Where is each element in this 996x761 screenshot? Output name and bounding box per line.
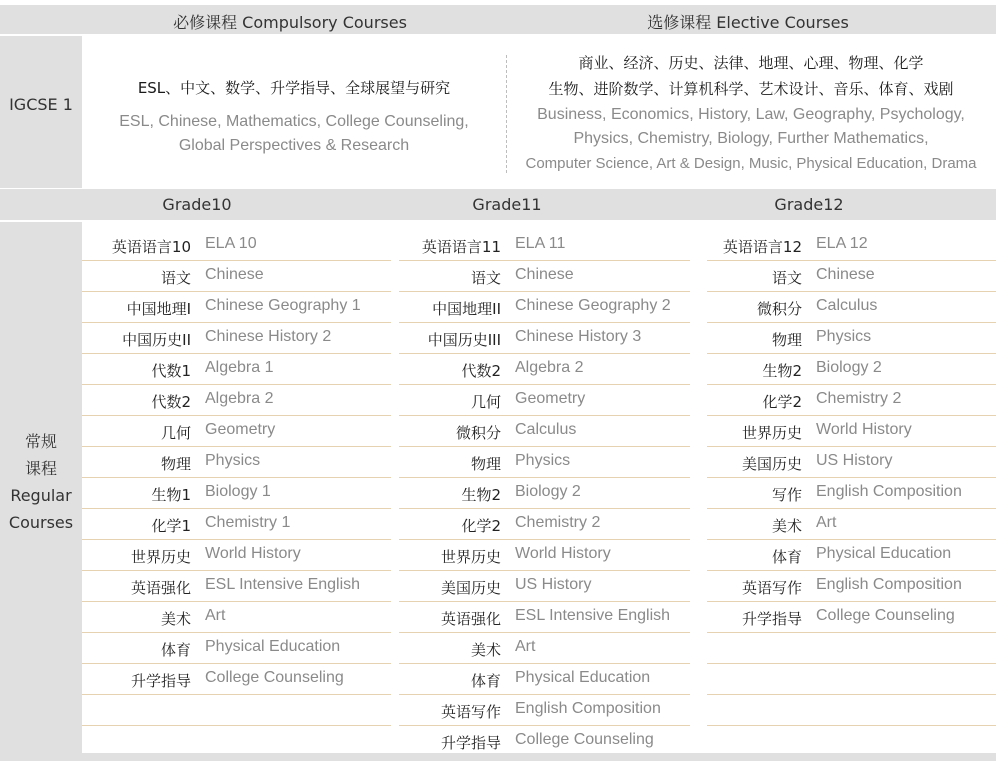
course-name-zh: 物理 xyxy=(160,455,191,473)
course-name-en: Physics xyxy=(205,452,261,469)
course-name-en: ELA 12 xyxy=(816,235,868,252)
course-name-zh: 体育 xyxy=(160,641,191,659)
regular-label-zh-1: 常规 xyxy=(24,432,57,451)
course-name-zh: 世界历史 xyxy=(741,424,802,442)
grade10-heading: Grade10 xyxy=(162,195,232,214)
course-name-en: English Composition xyxy=(816,483,962,500)
course-name-zh: 美国历史 xyxy=(741,455,802,473)
course-row xyxy=(82,478,391,509)
course-name-en: Chinese Geography 2 xyxy=(515,297,671,314)
course-row xyxy=(82,509,391,540)
course-name-en: Chinese History 2 xyxy=(205,328,332,345)
course-name-zh: 英语强化 xyxy=(440,610,501,628)
course-row xyxy=(399,540,690,571)
course-name-zh: 中国地理I xyxy=(126,300,191,318)
course-name-en: Algebra 2 xyxy=(205,390,274,407)
course-name-en: Biology 2 xyxy=(816,359,882,376)
course-name-zh: 升学指导 xyxy=(741,610,802,628)
course-name-en: Chinese xyxy=(816,266,875,283)
course-name-zh: 几何 xyxy=(470,393,501,411)
course-name-en: Chinese History 3 xyxy=(515,328,642,345)
course-name-zh: 生物2 xyxy=(461,486,501,504)
course-row xyxy=(399,478,690,509)
course-row xyxy=(399,354,690,385)
course-name-zh: 代数2 xyxy=(461,362,501,380)
course-name-en: Physical Education xyxy=(515,669,651,686)
igcse-compulsory-en-line2: Global Perspectives & Research xyxy=(178,137,410,154)
course-name-en: US History xyxy=(816,452,893,469)
course-row xyxy=(707,354,996,385)
course-name-zh: 化学2 xyxy=(762,393,802,411)
course-name-en: Calculus xyxy=(515,421,577,438)
course-name-en: Chemistry 2 xyxy=(816,390,902,407)
igcse-elective-en-line1: Business, Economics, History, Law, Geography, Psychology, xyxy=(537,106,965,123)
course-name-zh: 美国历史 xyxy=(440,579,501,597)
course-row xyxy=(82,602,391,633)
course-name-en: Algebra 2 xyxy=(515,359,584,376)
course-name-zh: 英语强化 xyxy=(130,579,191,597)
regular-label xyxy=(0,428,82,536)
igcse-compulsory-en-line1: ESL, Chinese, Mathematics, College Counseling, xyxy=(119,113,469,130)
course-name-zh: 英语语言11 xyxy=(421,238,501,256)
course-row xyxy=(707,447,996,478)
course-row xyxy=(82,354,391,385)
course-row xyxy=(707,540,996,571)
course-row xyxy=(707,323,996,354)
course-name-zh: 体育 xyxy=(470,672,501,690)
course-name-en: US History xyxy=(515,576,592,593)
course-row xyxy=(82,323,391,354)
course-name-en: Geometry xyxy=(205,421,276,438)
course-name-en: ELA 11 xyxy=(515,235,566,252)
course-row xyxy=(399,323,690,354)
course-name-en: Physical Education xyxy=(816,545,952,562)
course-name-zh: 语文 xyxy=(470,269,501,287)
course-name-en: World History xyxy=(816,421,912,438)
regular-label-zh-2: 课程 xyxy=(24,459,57,478)
course-name-zh: 英语语言10 xyxy=(111,238,191,256)
course-row xyxy=(399,602,690,633)
course-name-zh: 中国地理II xyxy=(432,300,501,318)
course-row xyxy=(399,571,690,602)
course-name-en: Calculus xyxy=(816,297,878,314)
course-name-zh: 微积分 xyxy=(756,300,802,318)
course-name-en: English Composition xyxy=(816,576,962,593)
course-name-zh: 化学2 xyxy=(461,517,501,535)
course-row xyxy=(707,385,996,416)
course-row xyxy=(707,633,996,664)
course-row xyxy=(399,261,690,292)
course-row xyxy=(399,695,690,726)
course-row xyxy=(707,478,996,509)
grade12-heading: Grade12 xyxy=(774,195,844,214)
course-name-zh: 语文 xyxy=(771,269,802,287)
course-row xyxy=(707,571,996,602)
course-row xyxy=(399,230,690,261)
course-name-zh: 美术 xyxy=(470,641,501,659)
course-name-en: ESL Intensive English xyxy=(515,607,671,624)
course-row xyxy=(707,416,996,447)
course-row xyxy=(82,695,391,726)
course-name-zh: 英语写作 xyxy=(741,579,802,597)
course-row xyxy=(399,509,690,540)
bottom-band xyxy=(0,753,996,761)
course-name-en: Geometry xyxy=(515,390,586,407)
igcse-elective-zh-line2: 生物、进阶数学、计算机科学、艺术设计、音乐、体育、戏剧 xyxy=(548,80,954,98)
course-name-en: College Counseling xyxy=(515,731,654,748)
course-row xyxy=(707,509,996,540)
course-name-en: ESL Intensive English xyxy=(205,576,361,593)
course-row xyxy=(399,633,690,664)
course-name-en: Art xyxy=(205,607,226,624)
course-name-zh: 美术 xyxy=(771,517,802,535)
course-row xyxy=(82,540,391,571)
course-name-zh: 物理 xyxy=(771,331,802,349)
igcse-divider xyxy=(506,55,507,173)
course-name-en: Physics xyxy=(816,328,872,345)
course-name-zh: 微积分 xyxy=(455,424,501,442)
course-name-en: English Composition xyxy=(515,700,661,717)
course-row xyxy=(82,633,391,664)
grade11-course-list xyxy=(399,230,690,757)
course-name-zh: 升学指导 xyxy=(130,672,191,690)
igcse-elective-en-line3: Computer Science, Art & Design, Music, Physical Education, Drama xyxy=(525,155,977,172)
course-row xyxy=(82,664,391,695)
course-name-en: Algebra 1 xyxy=(205,359,274,376)
course-name-zh: 世界历史 xyxy=(440,548,501,566)
course-row xyxy=(82,385,391,416)
course-name-en: ELA 10 xyxy=(205,235,257,252)
regular-label-en-2: Courses xyxy=(8,513,74,532)
course-row xyxy=(707,602,996,633)
course-name-zh: 英语语言12 xyxy=(722,238,802,256)
course-row xyxy=(707,292,996,323)
course-name-zh: 体育 xyxy=(771,548,802,566)
course-name-en: Art xyxy=(816,514,837,531)
course-name-en: Biology 1 xyxy=(205,483,271,500)
course-row xyxy=(82,292,391,323)
course-row xyxy=(399,664,690,695)
igcse-elective-en-line2: Physics, Chemistry, Biology, Further Mathematics, xyxy=(573,130,929,147)
course-name-zh: 几何 xyxy=(160,424,191,442)
grade12-course-list xyxy=(707,230,996,757)
course-name-en: Physical Education xyxy=(205,638,341,655)
course-row xyxy=(82,447,391,478)
regular-label-en-1: Regular xyxy=(10,486,72,505)
course-name-zh: 升学指导 xyxy=(440,734,501,752)
course-name-zh: 语文 xyxy=(160,269,191,287)
course-name-en: Art xyxy=(515,638,536,655)
course-name-zh: 物理 xyxy=(470,455,501,473)
course-row xyxy=(399,447,690,478)
course-row xyxy=(82,571,391,602)
course-name-en: Chemistry 1 xyxy=(205,514,291,531)
grade10-course-list xyxy=(82,230,391,757)
course-name-en: Chinese Geography 1 xyxy=(205,297,361,314)
course-row xyxy=(707,261,996,292)
course-name-zh: 世界历史 xyxy=(130,548,191,566)
igcse-compulsory-zh: ESL、中文、数学、升学指导、全球展望与研究 xyxy=(137,79,451,97)
compulsory-courses-heading: 必修课程 Compulsory Courses xyxy=(173,13,407,32)
course-name-en: Physics xyxy=(515,452,571,469)
elective-courses-heading: 选修课程 Elective Courses xyxy=(647,13,849,32)
course-name-en: Chinese xyxy=(515,266,574,283)
course-name-zh: 中国历史III xyxy=(427,331,501,349)
course-name-en: Biology 2 xyxy=(515,483,581,500)
course-name-en: World History xyxy=(205,545,301,562)
course-row xyxy=(707,695,996,726)
course-name-zh: 生物1 xyxy=(151,486,191,504)
course-row xyxy=(399,416,690,447)
course-row xyxy=(82,230,391,261)
course-name-zh: 中国历史II xyxy=(122,331,191,349)
igcse-label: IGCSE 1 xyxy=(9,95,73,114)
course-name-zh: 代数2 xyxy=(151,393,191,411)
course-row xyxy=(707,664,996,695)
course-name-zh: 代数1 xyxy=(151,362,191,380)
course-row xyxy=(399,292,690,323)
course-name-zh: 英语写作 xyxy=(440,703,501,721)
course-row xyxy=(707,230,996,261)
igcse-elective-zh-line1: 商业、经济、历史、法律、地理、心理、物理、化学 xyxy=(578,54,924,72)
course-name-en: Chinese xyxy=(205,266,264,283)
course-name-zh: 生物2 xyxy=(762,362,802,380)
course-name-zh: 美术 xyxy=(160,610,191,628)
course-name-en: World History xyxy=(515,545,611,562)
grade11-heading: Grade11 xyxy=(472,195,542,214)
course-name-en: Chemistry 2 xyxy=(515,514,601,531)
course-name-en: College Counseling xyxy=(816,607,955,624)
course-row xyxy=(82,416,391,447)
course-name-en: College Counseling xyxy=(205,669,344,686)
course-row xyxy=(399,385,690,416)
course-row xyxy=(82,261,391,292)
course-name-zh: 写作 xyxy=(771,486,802,504)
course-name-zh: 化学1 xyxy=(151,517,191,535)
